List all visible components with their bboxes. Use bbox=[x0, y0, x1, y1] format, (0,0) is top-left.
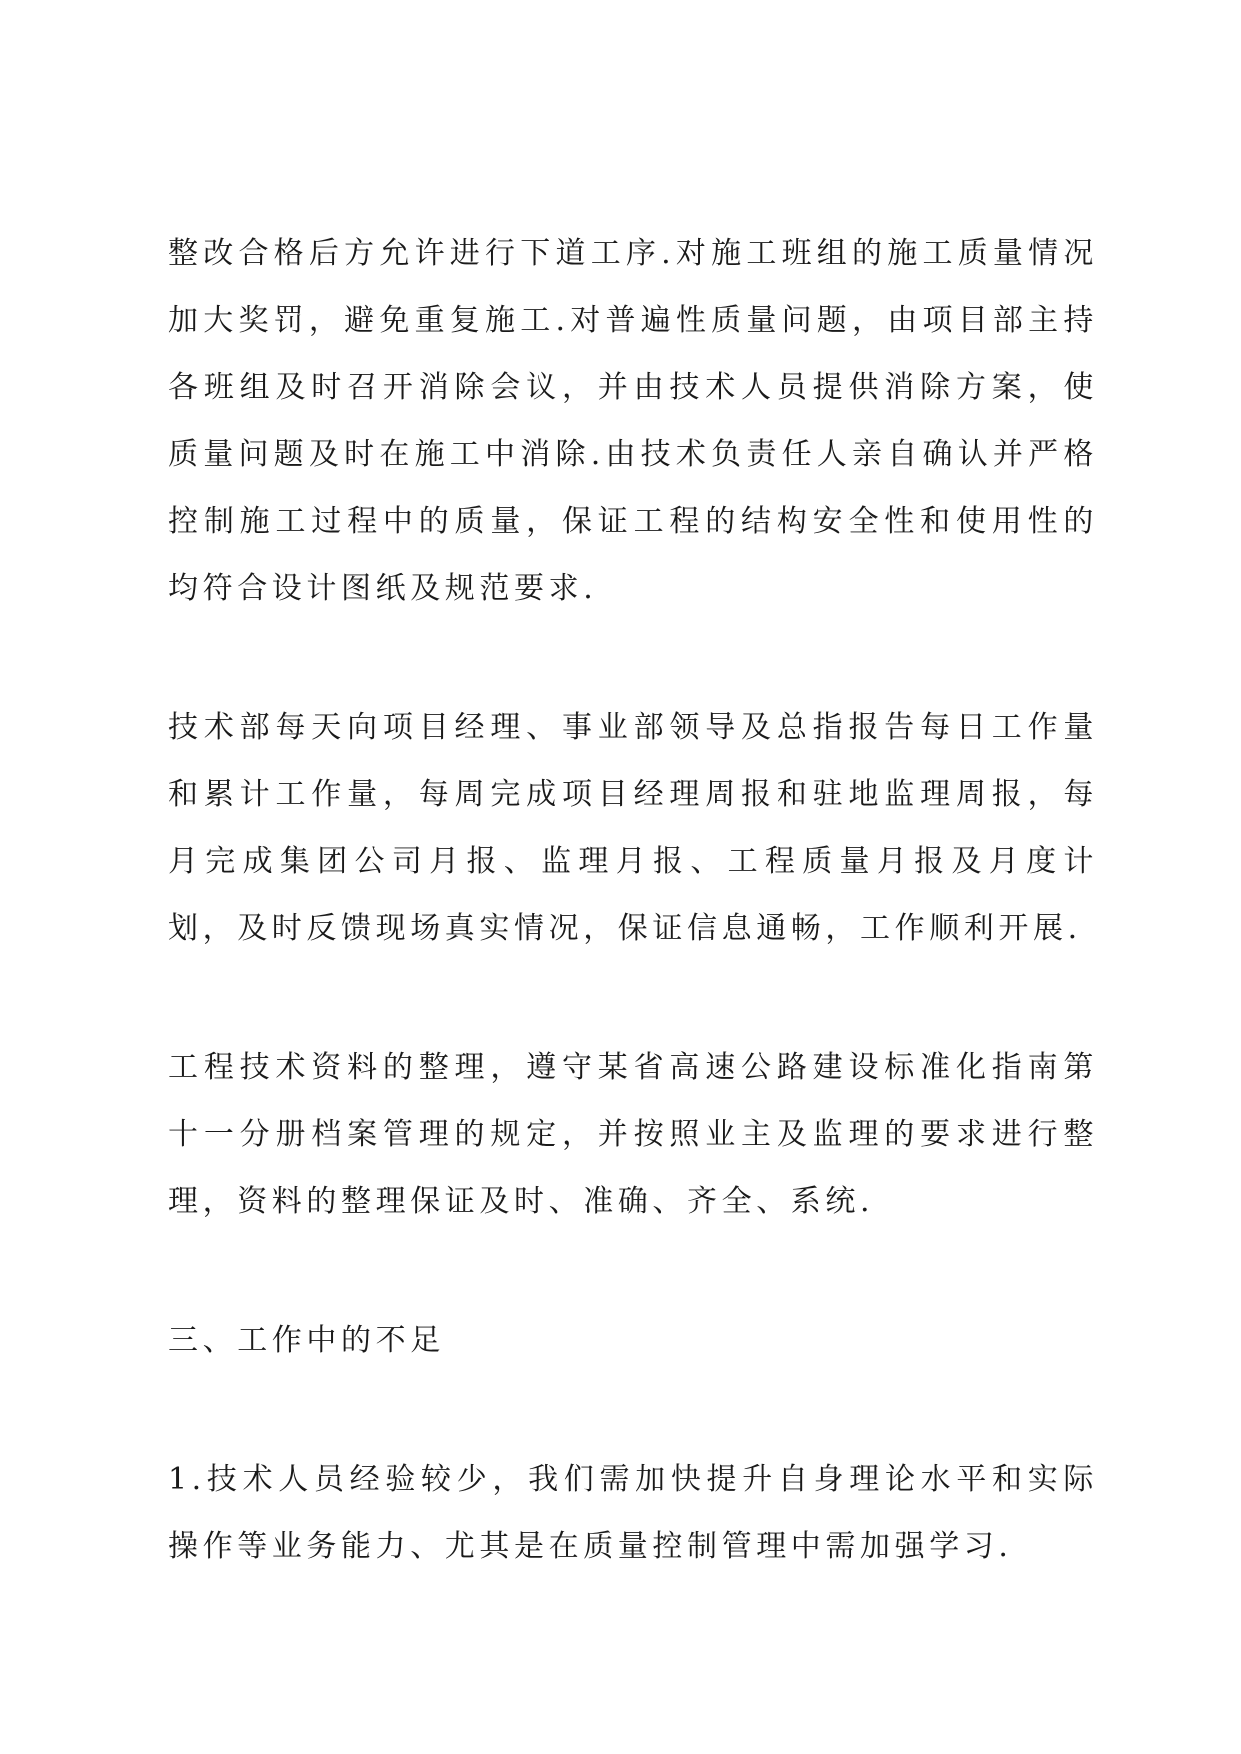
paragraph-technical-documents: 工程技术资料的整理，遵守某省高速公路建设标准化指南第十一分册档案管理的规定，并按照业主及监理的要求进行整理，资料的整理保证及时、准确、齐全、系统. bbox=[168, 1050, 1098, 1219]
paragraph-shortcoming-1: 1.技术人员经验较少，我们需加快提升自身理论水平和实际操作等业务能力、尤其是在质量控制管理中需加强学习. bbox=[168, 1462, 1098, 1564]
document-body bbox=[168, 220, 1098, 1652]
section-heading-shortcomings: 三、工作中的不足 bbox=[168, 1323, 445, 1358]
paragraph-quality-rectification: 整改合格后方允许进行下道工序.对施工班组的施工质量情况加大奖罚，避免重复施工.对普遍性质量问题，由项目部主持各班组及时召开消除会议，并由技术人员提供消除方案，使质量问题及时在施工中消除.由技术负责任人亲自确认并严格控制施工过程中的质量，保证工程的结构安全性和使用性的均符合设计图纸及规范要求. bbox=[168, 236, 1098, 606]
paragraph-daily-reporting: 技术部每天向项目经理、事业部领导及总指报告每日工作量和累计工作量，每周完成项目经理周报和驻地监理周报，每月完成集团公司月报、监理月报、工程质量月报及月度计划，及时反馈现场真实情况，保证信息通畅，工作顺利开展. bbox=[168, 710, 1098, 946]
